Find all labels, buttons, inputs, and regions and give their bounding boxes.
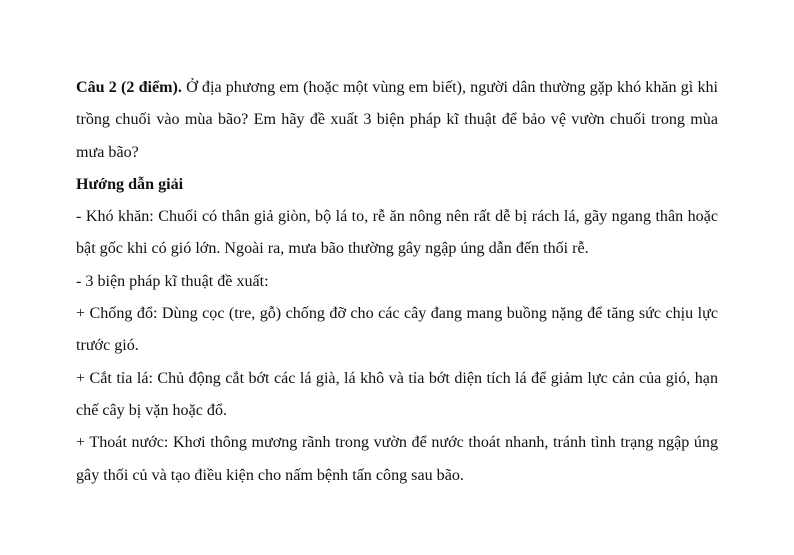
guide-paragraph-difficulty: - Khó khăn: Chuối có thân giả giòn, bộ lá to, rễ ăn nông nên rất dễ bị rách lá, gãy ngang thân hoặc bật gốc khi có gió lớn. Ngoài ra, mưa bão thường gây ngập úng dẫn đến thối rễ. — [76, 208, 718, 258]
guide-paragraph-measure-support: + Chống đổ: Dùng cọc (tre, gỗ) chống đỡ cho các cây đang mang buồng nặng để tăng sức chịu lực trước gió. — [76, 305, 718, 355]
question-label: Câu 2 (2 điểm). — [76, 79, 182, 96]
question-text: Ở địa phương em (hoặc một vùng em biết), người dân thường gặp khó khăn gì khi trồng chuối vào mùa bão? Em hãy đề xuất 3 biện pháp kĩ thuật để bảo vệ vườn chuối trong mùa mưa bão? — [76, 79, 719, 161]
guide-paragraph-measures-intro: - 3 biện pháp kĩ thuật đề xuất: — [76, 272, 269, 290]
guide-paragraph-measure-pruning: + Cắt tỉa lá: Chủ động cắt bớt các lá già, lá khô và tỉa bớt diện tích lá để giảm lực cản của gió, hạn chế cây bị vặn hoặc đổ. — [76, 369, 718, 419]
guide-paragraph-measure-drainage: + Thoát nước: Khơi thông mương rãnh trong vườn để nước thoát nhanh, tránh tình trạng ngập úng gây thối củ và tạo điều kiện cho nấm bệnh tấn công sau bão. — [76, 434, 718, 484]
guide-heading: Hướng dẫn giải — [76, 175, 184, 193]
document-body — [76, 72, 718, 492]
question-paragraph — [76, 72, 718, 169]
